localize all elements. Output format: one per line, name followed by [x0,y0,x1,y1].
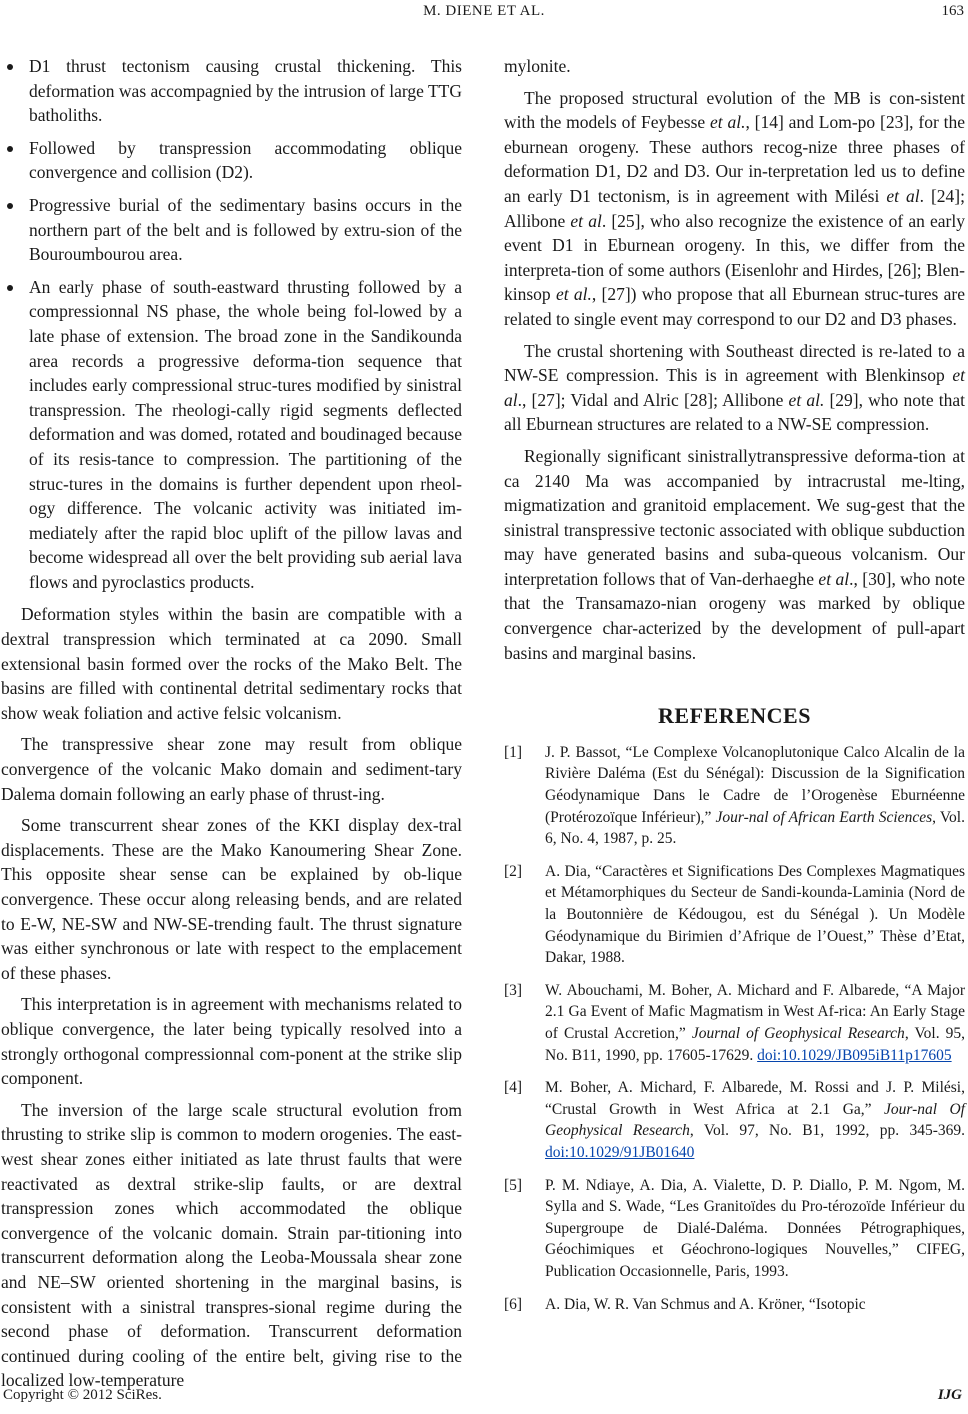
body-paragraph: mylonite. [504,56,571,76]
left-column [1,54,462,1393]
reference-item: [2] A. Dia, “Caractères et Significations Des Complexes Magmatiques et Métamorphiques du Secteur de Sandi-kounda-Laminia (Nord de la Boutonnière de Kédougou, est du Sénégal ). Un Modèle Géodynamique du Birimien d’Afrique de l’Ouest,” Thèse d’Etat, Dakar, 1988. [504,862,965,967]
bullet-text: An early phase of south-eastward thrusting followed by a compressionnal NS phase, the whole being fol-lowed by a late phase of extension. The broad zone in the Sandikounda area records a progressive deforma-tion sequence that includes early compressional struc-tures modified by sinistral transpression. The rheologi-cally rigid segments deflected deformation and was domed, rotated and boudinaged because of its resis-tance to compression. The partitioning of the struc-tures in the domains is further dependent upon rheol-ogy difference. The volcanic activity was initiated im-mediately after the rapid bloc uplift of the pillow lavas and become widespread all over the belt providing sub aerial lava flows and pyroclastics products. [29,276,462,592]
reference-number: [6] [504,1295,523,1313]
running-head-authors: M. DIENE ET AL. [423,3,545,19]
bullet-list [1,54,462,594]
doi-link[interactable]: doi:10.1029/91JB01640 [545,1143,695,1161]
body-paragraph: The crustal shortening with Southeast directed is re-lated to a NW-SE compression. This is in agreement with Blenkinsop et al., [27]; Vidal and Alric [28]; Allibone et al. [29], who note that all Eburnean structures are related to a NW-SE compression. [504,340,965,435]
bullet-text: D1 thrust tectonism causing crustal thickening. This deformation was accompagnied by the intrusion of large TTG batholiths. [29,56,462,126]
body-paragraph: Regionally significant sinistrallytranspressive deforma-tion at ca 2140 Ma was accompanied by intracrustal me-lting, migmatization and granitoid emplacement. We sug-gest that the sinistral transpressive tectonic associated with oblique subduction may have generated basins and suba-queous volcanism. Our interpretation follows that of Van-derhaeghe et al., [30], who note that the Transamazo-nian orogeny was marked by oblique convergence char-acterized by the development of pull-apart basins and marginal basins. [504,445,965,663]
reference-item: [1] J. P. Bassot, “Le Complexe Volcanoplutonique Calco Alcalin de la Rivière Daléma (Est du Sénégal): Discussion de la Signification Géodynamique Dans le Cadre de l’Orogenèse Eburnéenne (Protérozoïque Inférieur),” Jour-nal of African Earth Sciences, Vol. 6, No. 4, 1987, p. 25. [504,743,965,848]
bullet-text: Followed by transpression accommodating oblique convergence and collision (D2). [29,137,462,183]
reference-item: [3] W. Abouchami, M. Boher, A. Michard and F. Albarede, “A Major 2.1 Ga Event of Mafic Magmatism in West Af-rica: An Early Stage of Crustal Accretion,” Journal of Geophysical Research, Vol. 95, No. B11, 1990, pp. 17605-17629. doi:10.1029/JB095iB11p17605 [504,981,965,1064]
doi-link[interactable]: doi:10.1029/JB095iB11p17605 [757,1046,952,1064]
bullet-item [1,54,462,128]
page-footer [0,1384,968,1406]
reference-number: [5] [504,1176,523,1194]
bullet-text: Progressive burial of the sedimentary basins occurs in the northern part of the belt and is followed by extru-sion of the Bouroumbourou area. [29,194,462,265]
reference-item: [6] A. Dia, W. R. Van Schmus and A. Kröner, “Isotopic [504,1294,965,1316]
bullet-icon [7,146,13,152]
body-paragraph: Some transcurrent shear zones of the KKI display dex-tral displacements. These are the Mako Kanoumering Shear Zone. This opposite shear sense can be explained by ob-lique convergence. These occur along releasing bends, and are related to E-W, NE-SW and NW-SE-trending fault. The thrust signature was either synchronous or late with respect to the emplacement of these phases. [1,815,462,983]
reference-number: [1] [504,743,523,761]
body-paragraph: This interpretation is in agreement with mechanisms related to oblique convergence, the later being typically resolved into a strongly orthogonal compressionnal com-ponent at the strike slip component. [1,994,462,1089]
reference-item: [4] M. Boher, A. Michard, F. Albarede, M. Rossi and J. P. Milési, “Crustal Growth in West Africa at 2.1 Ga,” Jour-nal Of Geophysical Research, Vol. 97, No. B1, 1992, pp. 345-369. doi:10.1029/91JB01640 [504,1079,965,1161]
bullet-icon [7,203,13,209]
page-number: 163 [941,3,964,19]
body-paragraph: The proposed structural evolution of the MB is con-sistent with the models of Feybesse et al., [14] and Lom-po [23], for the eburnean orogeny. These authors recog-nize three phases of deformation D1, D2 and D3. Our in-terpretation led us to define an early D1 tectonism, is in agreement with Milési et al. [24]; Allibone et al. [25], who also recognize the existence of an early event D1 in Eburnean orogeny. In this, we differ from the interpreta-tion of some authors (Eisenlohr and Hirdes, [26]; Blen-kinsop et al., [27]) who propose that all Eburnean struc-tures are related to single event may correspond to our D2 and D3 phases. [504,87,966,329]
reference-number: [3] [504,981,523,999]
body-paragraph: The transpressive shear zone may result from oblique convergence of the volcanic Mako domain and sediment-tary Dalema domain following an early phase of thrust-ing. [1,734,462,804]
body-paragraph: The inversion of the large scale structural evolution from thrusting to strike slip is common to modern orogenies. The east-west shear zones either initiated as late thrust faults that were reactivated as dextral strike-slip faults, or are dextral transpression zones which accommodated the oblique convergence of the volcanic domain. Strain par-titioning into transcurrent deformation along the Leoba-Moussala shear zone and NE–SW oriented shortening in the marginal basins, is consistent with a sinistral transpres-sional regime during the second phase of deformation. Transcurrent deformation continued during cooling of the entire belt, giving rise to the localized low-temperature [1,1099,462,1391]
copyright-notice: Copyright © 2012 SciRes. [3,1387,162,1403]
page-header [0,0,968,22]
bullet-item [1,275,462,595]
bullet-icon [7,64,13,70]
reference-number: [4] [504,1079,523,1097]
right-column [504,54,965,1326]
reference-number: [2] [504,862,523,880]
bullet-item [1,136,462,185]
journal-abbrev: IJG [937,1387,962,1403]
references-heading: REFERENCES [658,703,811,729]
body-paragraph: Deformation styles within the basin are compatible with a dextral transpression which terminated at ca 2090. Small extensional basin formed over the rocks of the Mako Belt. The basins are filled with continental detrital sedimentary rocks that show weak foliation and active felsic volcanism. [1,604,462,723]
bullet-icon [7,285,13,291]
reference-item: [5] P. M. Ndiaye, A. Dia, A. Vialette, D. P. Diallo, P. M. Ngom, M. Sylla and S. Wade, “Les Granitoïdes du Pro-térozoïde Inférieur du Supergroupe de Dialé-Daléma. Données Pétrographiques, Géochimiques et Géochrono-logiques Nouvelles,” CIFEG, Publication Occasionnelle, Paris, 1993. [504,1176,965,1280]
bullet-item [1,193,462,267]
